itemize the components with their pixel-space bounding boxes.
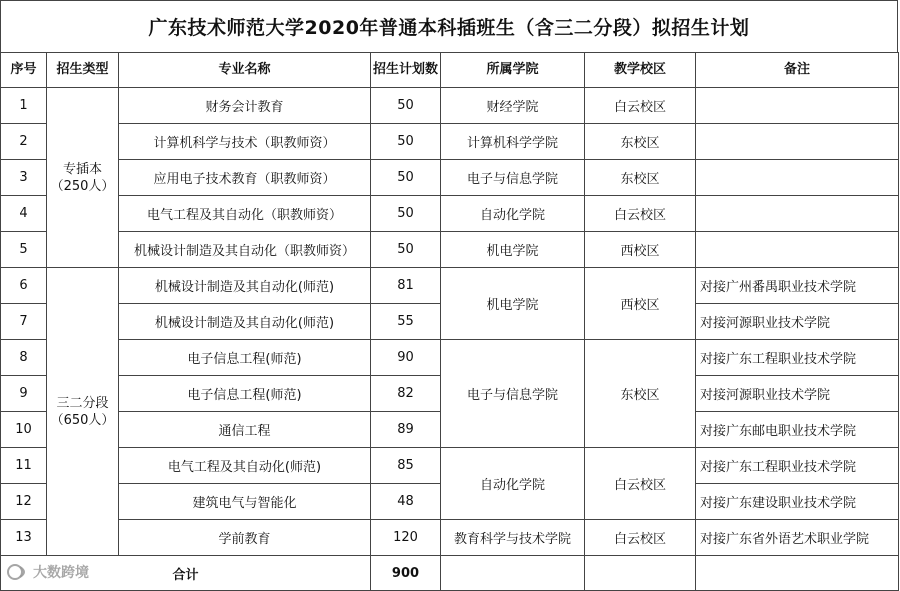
total-label: 合计 bbox=[1, 556, 371, 591]
cell-major: 机械设计制造及其自动化（职教师资） bbox=[119, 232, 371, 268]
cell-plan: 48 bbox=[371, 484, 441, 520]
cell-campus: 东校区 bbox=[585, 340, 696, 448]
total-empty-college bbox=[441, 556, 585, 591]
watermark bbox=[6, 562, 89, 582]
cell-major: 学前教育 bbox=[119, 520, 371, 556]
header-row bbox=[1, 53, 899, 88]
cell-note bbox=[696, 232, 899, 268]
cell-campus: 白云校区 bbox=[585, 88, 696, 124]
header-no: 序号 bbox=[1, 53, 47, 88]
cell-campus: 东校区 bbox=[585, 124, 696, 160]
cell-no: 2 bbox=[1, 124, 47, 160]
cell-campus: 白云校区 bbox=[585, 520, 696, 556]
cell-college: 机电学院 bbox=[441, 268, 585, 340]
cell-campus: 西校区 bbox=[585, 268, 696, 340]
watermark-text: 大数跨境 bbox=[33, 565, 89, 581]
cell-no: 3 bbox=[1, 160, 47, 196]
cell-major: 应用电子技术教育（职教师资） bbox=[119, 160, 371, 196]
cell-plan: 90 bbox=[371, 340, 441, 376]
cell-plan: 85 bbox=[371, 448, 441, 484]
cell-plan: 50 bbox=[371, 124, 441, 160]
cell-major: 通信工程 bbox=[119, 412, 371, 448]
cell-no: 8 bbox=[1, 340, 47, 376]
cell-major: 电气工程及其自动化(师范) bbox=[119, 448, 371, 484]
document-title: 广东技术师范大学2020年普通本科插班生（含三二分段）拟招生计划 bbox=[148, 17, 750, 39]
cell-no: 7 bbox=[1, 304, 47, 340]
cell-college: 计算机科学学院 bbox=[441, 124, 585, 160]
header-plan: 招生计划数 bbox=[371, 53, 441, 88]
cell-no: 6 bbox=[1, 268, 47, 304]
cell-no: 11 bbox=[1, 448, 47, 484]
cell-note: 对接广东工程职业技术学院 bbox=[696, 448, 899, 484]
total-value: 900 bbox=[371, 556, 441, 591]
cell-note bbox=[696, 124, 899, 160]
table-row bbox=[1, 448, 899, 484]
cell-no: 5 bbox=[1, 232, 47, 268]
cell-campus: 白云校区 bbox=[585, 448, 696, 520]
table-row bbox=[1, 124, 899, 160]
cell-note bbox=[696, 196, 899, 232]
type-zcb-label: 专插本（250人） bbox=[50, 161, 115, 194]
document-title-row bbox=[0, 0, 898, 52]
cell-college: 电子与信息学院 bbox=[441, 340, 585, 448]
header-college: 所属学院 bbox=[441, 53, 585, 88]
type-sefd-label: 三二分段（650人） bbox=[50, 395, 115, 428]
table-row bbox=[1, 520, 899, 556]
cell-note: 对接广东建设职业技术学院 bbox=[696, 484, 899, 520]
cell-note: 对接河源职业技术学院 bbox=[696, 376, 899, 412]
cell-college: 电子与信息学院 bbox=[441, 160, 585, 196]
watermark-logo-icon bbox=[6, 563, 30, 581]
header-type: 招生类型 bbox=[47, 53, 119, 88]
cell-major: 机械设计制造及其自动化(师范) bbox=[119, 304, 371, 340]
cell-major: 机械设计制造及其自动化(师范) bbox=[119, 268, 371, 304]
cell-college: 机电学院 bbox=[441, 232, 585, 268]
cell-college: 财经学院 bbox=[441, 88, 585, 124]
cell-type-zcb bbox=[47, 88, 119, 268]
cell-major: 建筑电气与智能化 bbox=[119, 484, 371, 520]
cell-major: 电子信息工程(师范) bbox=[119, 376, 371, 412]
table-row bbox=[1, 196, 899, 232]
total-row bbox=[1, 556, 899, 591]
cell-plan: 50 bbox=[371, 232, 441, 268]
cell-note: 对接广州番禺职业技术学院 bbox=[696, 268, 899, 304]
cell-plan: 82 bbox=[371, 376, 441, 412]
cell-no: 4 bbox=[1, 196, 47, 232]
cell-note: 对接河源职业技术学院 bbox=[696, 304, 899, 340]
cell-college: 自动化学院 bbox=[441, 448, 585, 520]
cell-plan: 120 bbox=[371, 520, 441, 556]
cell-no: 1 bbox=[1, 88, 47, 124]
cell-note bbox=[696, 88, 899, 124]
cell-plan: 50 bbox=[371, 88, 441, 124]
header-campus: 教学校区 bbox=[585, 53, 696, 88]
cell-type-sefd bbox=[47, 268, 119, 556]
cell-note bbox=[696, 160, 899, 196]
cell-major: 电气工程及其自动化（职教师资） bbox=[119, 196, 371, 232]
cell-campus: 白云校区 bbox=[585, 196, 696, 232]
table-row bbox=[1, 268, 899, 304]
cell-major: 计算机科学与技术（职教师资） bbox=[119, 124, 371, 160]
cell-note: 对接广东邮电职业技术学院 bbox=[696, 412, 899, 448]
header-major: 专业名称 bbox=[119, 53, 371, 88]
total-empty-note bbox=[696, 556, 899, 591]
cell-plan: 50 bbox=[371, 160, 441, 196]
table-row bbox=[1, 160, 899, 196]
cell-no: 9 bbox=[1, 376, 47, 412]
cell-note: 对接广东工程职业技术学院 bbox=[696, 340, 899, 376]
admission-plan-table bbox=[0, 52, 899, 591]
table-row bbox=[1, 232, 899, 268]
cell-college: 教育科学与技术学院 bbox=[441, 520, 585, 556]
cell-no: 13 bbox=[1, 520, 47, 556]
cell-campus: 东校区 bbox=[585, 160, 696, 196]
cell-plan: 55 bbox=[371, 304, 441, 340]
cell-no: 10 bbox=[1, 412, 47, 448]
table-row bbox=[1, 340, 899, 376]
header-note: 备注 bbox=[696, 53, 899, 88]
cell-no: 12 bbox=[1, 484, 47, 520]
cell-major: 电子信息工程(师范) bbox=[119, 340, 371, 376]
cell-college: 自动化学院 bbox=[441, 196, 585, 232]
cell-major: 财务会计教育 bbox=[119, 88, 371, 124]
cell-plan: 81 bbox=[371, 268, 441, 304]
cell-campus: 西校区 bbox=[585, 232, 696, 268]
cell-plan: 50 bbox=[371, 196, 441, 232]
cell-note: 对接广东省外语艺术职业学院 bbox=[696, 520, 899, 556]
table-row bbox=[1, 88, 899, 124]
total-empty-campus bbox=[585, 556, 696, 591]
cell-plan: 89 bbox=[371, 412, 441, 448]
